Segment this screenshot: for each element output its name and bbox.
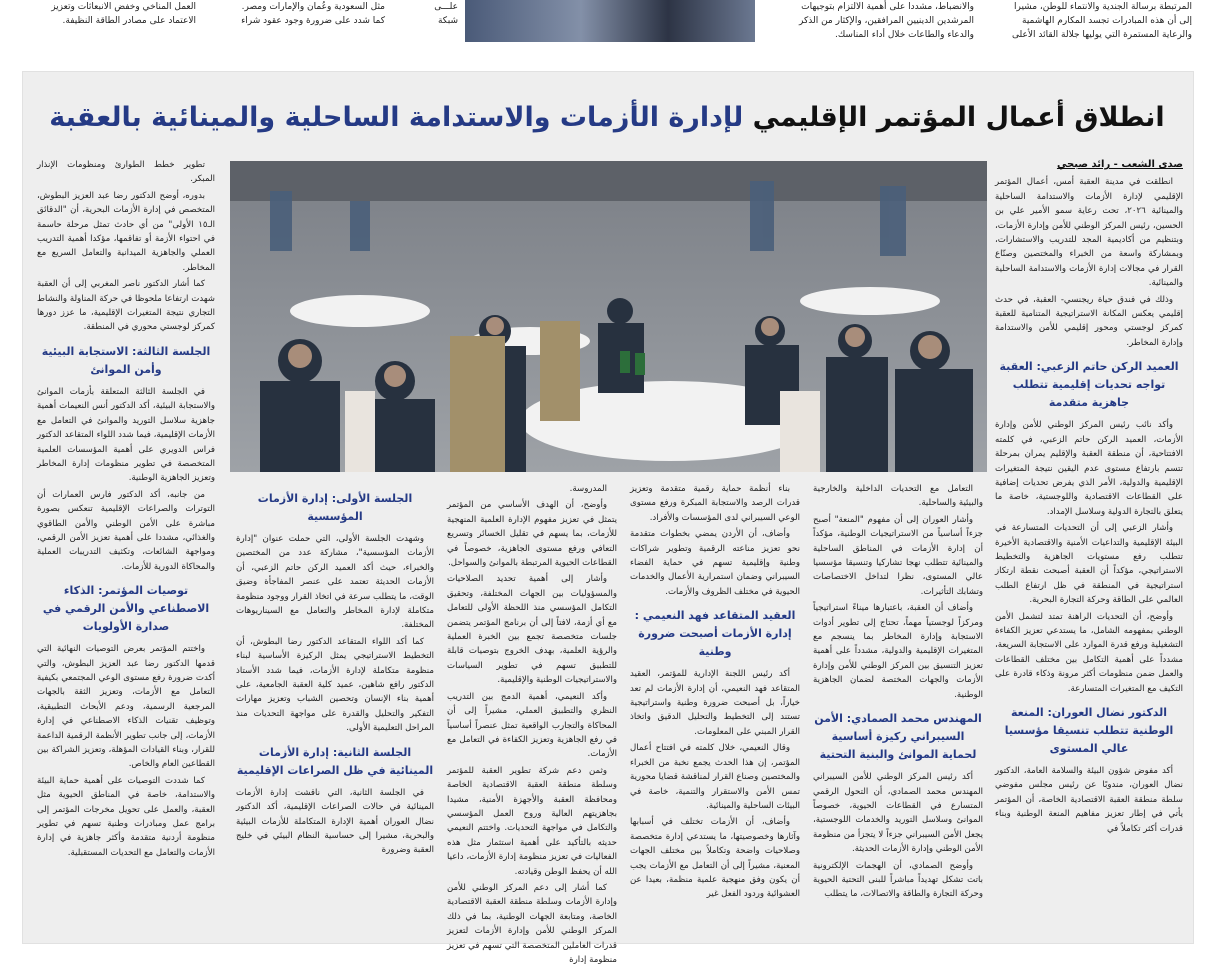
section-heading: توصيات المؤتمر: الذكاء الاصطناعي والأمن الرقمي في صدارة الأولويات (42, 584, 210, 634)
previous-article-photo (465, 0, 755, 42)
strip-line: إلى أن هذه المبادرات تجسد المكارم الهاشمية (1022, 16, 1192, 26)
paragraph: وأكد النعيمي، أهمية الدمج بين التدريب النظري والتطبيق العملي، مشيراً إلى أن المحاكاة والتجارب الواقعية تمثل عنصراً أساسياً في رفع الجاهزية وتعزيز الكفاءة في التعامل مع الأزمات. (447, 691, 617, 760)
strip-line: والدعاء والطاعات خلال أداء المناسك. (834, 30, 974, 40)
article-column-1 (995, 158, 1183, 838)
previous-article-strip (0, 0, 1224, 62)
strip-line: والانضباط، مشددا على أهمية الالتزام بتوجيهات (801, 2, 974, 12)
paragraph: وثمن دعم شركة تطوير العقبة للمؤتمر وسلطة منطقة العقبة الاقتصادية الخاصة ومحافظة العقبة والأجهزة الأمنية، مشيدا بجاهزيتهم العالية وروح العمل المؤسسي والتكامل في مواجهة التحديات. واختتم النعيمي حديثه بالتأكيد على أهمية استثمار مثل هذه الفعاليات في تعزيز منظومة إدارة الأزمات، داعيا الله أن يحفظ الوطن وقيادته. (447, 765, 617, 877)
strip-line: علـــى (434, 2, 458, 12)
article-column-2 (813, 482, 983, 904)
strip-line: شبكة (437, 16, 458, 26)
strip-column (782, 0, 974, 42)
strip-column (205, 0, 385, 28)
conference-photo-image (230, 161, 987, 472)
paragraph: وأشار الزعبي إلى أن التحديات المتسارعة في البيئة الإقليمية والتداعيات الأمنية والاقتصادية الأخيرة تتطلب رفع مستويات الجاهزية والتخطيط الاستراتيجي، مؤكداً أن العقبة أصبحت نقطة ارتكاز استراتيجية في المنطقة في ظل ارتفاع الطلب العالمي على الطاقة وحركة التجارة البحرية. (995, 523, 1183, 606)
section-heading: العقيد المتقاعد فهد النعيمي : إدارة الأزمات أصبحت ضرورة وطنية (634, 609, 796, 659)
paragraph: وأضاف أن العقبة، باعتبارها ميناءً استراتيجياً ومركزاً لوجستياً مهماً، تحتاج إلى تطوير أدوات الاستجابة وإدارة المخاطر بما ينسجم مع المتغيرات الإقليمية والدولية، مشدداً على أهمية تعزيز التنسيق بين المركز الوطني للأمن وإدارة الأزمات والجهات المختصة لضمان الجاهزية الوطنية. (813, 603, 983, 700)
strip-line: المرتبطة برسالة الجندية والانتماء للوطن، مشيرا (1014, 2, 1192, 12)
paragraph: وأوضح الصمادي، أن الهجمات الإلكترونية باتت تشكل تهديداً مباشراً للبنى التحتية الحيوية وحركة التجارة والطاقة والاتصالات، ما يتطلب (813, 860, 983, 900)
paragraph: وقال النعيمي، خلال كلمته في افتتاح أعمال المؤتمر، إن هذا الحدث يجمع نخبة من الخبراء والمختصين وصناع القرار لمناقشة قضايا محورية تمس الأمن والاستقرار والتنمية، خاصة في البيئات الساحلية والمينائية. (630, 743, 800, 811)
paragraph: في الجلسة الثالثة المتعلقة بأزمات الموانئ والاستجابة البيئية، أكد الدكتور أنس النعيمات أهمية جاهزية سلاسل التوريد والموانئ في التعامل مع الأزمات الإقليمية، فيما شدد اللواء المتقاعد الدكتور فراس الدويري على أهمية المؤسسات العلمية المتخصصة في تطوير منظومات إدارة المخاطر وتعزيز الجاهزية الوطنية. (37, 386, 215, 484)
paragraph: انطلقت في مدينة العقبة أمس، أعمال المؤتمر الإقليمي لإدارة الأزمات والاستدامة الساحلية والمينائية ٢٠٢٦، تحت رعاية سمو الأمير علي بن الحسين، رئيس المركز الوطني للأمن وإدارة الأزمات، وبتنظيم من أكاديمية المجد للتدريب والاستشارات، وبمشاركة واسعة من الخبراء والمختصين وصنّاع القرار في مجالات إدارة الأزمات والاستدامة الساحلية والمينائية. (995, 177, 1183, 289)
strip-line: مثل السعودية وعُمان والإمارات ومصر. (241, 2, 385, 12)
paragraph: وأوضح، أن التحديات الراهنة تمتد لتشمل الأمن الوطني بمفهومه الشامل، ما يستدعي تعزيز الكفاءة التشغيلية ورفع قدرة الموارد على الاستجابة السريعة، مشدداً على أهمية التكامل بين مختلف القطاعات والعمل ضمن منظومات أكثر مرونة وذكاء قادرة على التكيف مع المتغيرات المتسارعة. (995, 611, 1183, 694)
section-heading: الجلسة الأولى: إدارة الأزمات المؤسسية (257, 492, 413, 523)
paragraph: من جانبه، أكد الدكتور فارس العمارات أن التوترات والصراعات الإقليمية تنعكس بصورة مباشرة على الأمن الوطني والأمن الطاقوي والغذائي، مشددا على أهمية تعزيز الأمن الرقمي، ومواجهة الشائعات، وتكثيف التدريبات العملية والمحاكاة الدورية للأزمات. (37, 489, 215, 572)
paragraph: بدوره، أوضح الدكتور رضا عبد العزيز البطوش، المتخصص في إدارة الأزمات البحرية، أن "الدقائق الـ١٥ الأولى" من أي حادث تمثل مرحلة حاسمة في احتواء الأزمة أو تفاقمها، مؤكدا أهمية التدريب العملي والجاهزية الميدانية والتعامل السريع مع المخاطر. (37, 190, 215, 273)
news-article (22, 71, 1194, 965)
section-heading: الجلسة الثالثة: الاستجابة البيئية وأمن الموانئ (41, 344, 211, 376)
paragraph: وذلك في فندق حياة ريجنسي- العقبة، في حدث إقليمي يعكس المكانة الاستراتيجية المتنامية للعقبة كمركز لوجستي ومحور إقليمي للأمن والاستدامة وإدارة المخاطر. (995, 294, 1183, 348)
strip-line: والرعاية المستمرة التي يوليها جلالة القائد الأعلى (1012, 30, 1192, 40)
paragraph: كما أكد اللواء المتقاعد الدكتور رضا البطوش، أن التخطيط الاستراتيجي يمثل الركيزة الأساسية لبناء منظومة متكاملة لإدارة الأزمات، فيما شدد الأستاذ الدكتور رافع شاهين، عميد كلية العقبة الجامعية، على أهمية بناء الإنسان وتحصين الشباب وتعزيز مهارات التفكير والتحليل والقدرة على مواجهة التحديات منذ المراحل التعليمية الأولى. (236, 636, 434, 734)
byline: صدى الشعب - رائد صبحي (1056, 159, 1183, 170)
paragraph: المدروسة. (569, 484, 607, 494)
section-heading: الدكتور نضال العوران: المنعة الوطنية تتطلب تنسيقا مؤسسيا عالي المستوى (1004, 706, 1174, 755)
paragraph: أكد رئيس المركز الوطني للأمن السيبراني المهندس محمد الصمادي، أن التحول الرقمي المتسارع في القطاعات الحيوية، خصوصاً الموانئ وسلاسل التوريد والخدمات اللوجستية، يجعل الأمن السيبراني جزءاً لا يتجزأ من منظومة الأمن الوطني وإدارة الأزمات الحديثة. (813, 772, 983, 855)
paragraph: واختتم المؤتمر بعرض التوصيات النهائية التي قدمها الدكتور رضا عبد العزيز البطوش، والتي أكدت ضرورة رفع مستوى الوعي المجتمعي بكيفية التعامل مع الأزمات، وتعزيز الثقة بالجهات المرجعية الرسمية، ودعم الأبحاث التطبيقية، وتوظيف تقنيات الذكاء الاصطناعي في إدارة الأزمات، إلى جانب تطوير الأنظمة الرقمية الداعمة للقرار، وبناء القيادات المؤهلة، وتعزيز الشراكة بين القطاعين العام والخاص. (37, 644, 215, 770)
article-column-5 (236, 482, 434, 860)
paragraph: في الجلسة الثانية، التي ناقشت إدارة الأزمات المينائية في حالات الصراعات الإقليمية، أكد الدكتور نضال العوران أهمية الإدارة المتكاملة للأزمات البيئية والبحرية، مشيرا إلى حساسية النظام البيئي في خليج العقبة وضرورة (236, 787, 434, 856)
paragraph: كما أشار الدكتور ناصر المغربي إلى أن العقبة شهدت ارتفاعا ملحوظا في حركة المناولة والنشاط التجاري نتيجة المتغيرات الإقليمية، ما عزز دورها كمركز لوجستي محوري في المنطقة. (37, 279, 215, 333)
strip-line: العمل المناخي وخفض الانبعاثات وتعزيز (51, 2, 196, 12)
paragraph: وأشار إلى أهمية تحديد الصلاحيات والمسؤوليات بين الجهات المختلفة، وتحقيق التكامل المؤسسي منذ اللحظة الأولى للتعامل مع أي أزمة، لافتاً إلى أن برنامج المؤتمر يتضمن جلسات متخصصة تجمع بين الخبرة العملية والرؤية العلمية، بهدف الخروج بتوصيات قابلة للتطبيق تسهم في تطوير السياسات والاستراتيجيات الوطنية والإقليمية. (447, 574, 617, 686)
paragraph: أكد مفوض شؤون البيئة والسلامة العامة، الدكتور نضال العوران، مندوبًا عن رئيس مجلس مفوضي سلطة منطقة العقبة الاقتصادية الخاصة، أن المؤتمر يأتي في إطار تعزيز مفاهيم المنعة الوطنية وبناء قدرات أكثر تكاملاً في (995, 766, 1183, 834)
headline (39, 86, 1175, 150)
section-heading: المهندس محمد الصمادي: الأمن السيبراني ركيزة أساسية لحماية الموانئ والبنية التحتية (814, 712, 982, 762)
strip-line: كما شدد على ضرورة وجود عقود شراء (241, 16, 385, 26)
strip-column (51, 0, 196, 28)
headline-part-black: انطلاق أعمال المؤتمر الإقليمي (752, 102, 1165, 133)
paragraph: وأضاف، أن الأزمات تختلف في أسبابها وآثارها وخصوصيتها، ما يستدعي إدارة متخصصة وصلاحيات واضحة وتكاملاً بين مختلف الجهات المعنية، مشيراً إلى أن التعامل مع الأزمات يجب أن يكون وفق منهجية علمية منظمة، بعيدا عن العشوائية وردود الفعل غير (630, 817, 800, 900)
paragraph: كما أشار إلى دعم المركز الوطني للأمن وإدارة الأزمات وسلطة منطقة العقبة الاقتصادية الخاصة، ومتابعة الجهات الوطنية، بما في ذلك المركز الوطني للأمن وإدارة الأزمات لتعزيز قدرات العاملين المتخصصة التي تسهم في تعزيز منظومة إدارة (447, 882, 617, 965)
paragraph: التعامل مع التحديات الداخلية والخارجية والبيئية والساحلية. (813, 484, 983, 509)
headline-part-blue: لإدارة الأزمات والاستدامة الساحلية والمينائية بالعقبة (49, 102, 744, 133)
paragraph: بناء أنظمة حماية رقمية متقدمة وتعزيز قدرات الرصد والاستجابة المبكرة ورفع مستوى الوعي السيبراني لدى المؤسسات والأفراد. (630, 484, 800, 523)
section-heading: الجلسة الثانية: إدارة الأزمات المينائية في ظل الصراعات الإقليمية (236, 745, 434, 777)
paragraph: أكد رئيس اللجنة الإدارية للمؤتمر، العقيد المتقاعد فهد النعيمي، أن إدارة الأزمات لم تعد خياراً، بل أصبحت ضرورة وطنية واستراتيجية تستند إلى التخطيط والتحليل الدقيق واتخاذ القرار المبني على المعلومات. (630, 669, 800, 737)
strip-line: المرشدين الدينيين المرافقين، والإكثار من الذكر (798, 16, 974, 26)
paragraph: وأكد نائب رئيس المركز الوطني للأمن وإدارة الأزمات، العميد الركن حاتم الزعبي، في كلمته الافتتاحية، أن منطقة العقبة والإقليم يمران بمرحلة تتسم بارتفاع مستوى عدم اليقين نتيجة المتغيرات الإقليمية والدولية، الأمر الذي يفرض تحديات إضافية على القطاعات الاقتصادية واللوجستية، خاصة ما يتعلق بالتجارة الدولية وسلاسل الإمداد. (995, 420, 1183, 517)
paragraph: وأوضح، أن الهدف الأساسي من المؤتمر يتمثل في تعزيز مفهوم الإدارة العلمية المنهجية للأزمات، بما يسهم في تقليل الخسائر وتسريع التعافي ورفع مستوى الجاهزية، خصوصاً في القطاعات الحيوية المرتبطة بالموانئ والسواحل. (447, 500, 617, 569)
article-column-3 (630, 482, 800, 904)
article-column-4 (447, 482, 617, 965)
section-heading: العميد الركن حاتم الزعبي: العقبة تواجه تحديات إقليمية تتطلب جاهزية متقدمة (999, 360, 1179, 410)
paragraph: وأشار العوران إلى أن مفهوم "المنعة" أصبح جزءاً أساسياً من الاستراتيجيات الوطنية، مؤكداً أن إدارة الأزمات في المناطق الساحلية والمينائية تتطلب نهجا تشاركيا وتنسيقا مؤسسيا عالي المستوى، نظرا لتداخل الاختصاصات وتشابك التأثيرات. (813, 514, 983, 597)
conference-photo (230, 161, 987, 472)
strip-column (392, 0, 458, 28)
strip-line: الاعتماد على مصادر الطاقة النظيفة. (62, 16, 196, 26)
paragraph: وأضاف، أن الأردن يمضي بخطوات متقدمة نحو تعزيز مناعته الرقمية وتطوير شراكات وطنية وإقليمية تسهم في حماية الفضاء السيبراني وضمان استمرارية الأعمال والخدمات الحيوية في مختلف الظروف والأزمات. (630, 529, 800, 597)
strip-column (992, 0, 1192, 42)
paragraph: كما شددت التوصيات على أهمية حماية البيئة والاستدامة، خاصة في المناطق الحيوية مثل العقبة، والعمل على تحويل مخرجات المؤتمر إلى برامج عمل ومبادرات وطنية تسهم في تطوير منظومة أردنية متقدمة وأكثر جاهزية في إدارة الأزمات والتعامل مع التحديات المستقبلية. (37, 775, 215, 858)
paragraph: وشهدت الجلسة الأولى، التي حملت عنوان "إدارة الأزمات المؤسسية"، مشاركة عدد من المختصين والخبراء، حيث أكد العميد الركن حاتم الزعبي، أن الأزمات الحديثة تعتمد على عنصر المفاجأة وضيق الوقت، ما يتطلب سرعة في اتخاذ القرار ووجود منظومة متكاملة لإدارة المخاطر والتعامل مع السيناريوهات المختلفة. (236, 534, 434, 631)
article-column-6 (37, 158, 215, 938)
paragraph: تطوير خطط الطوارئ ومنظومات الإنذار المبكر. (37, 160, 215, 185)
